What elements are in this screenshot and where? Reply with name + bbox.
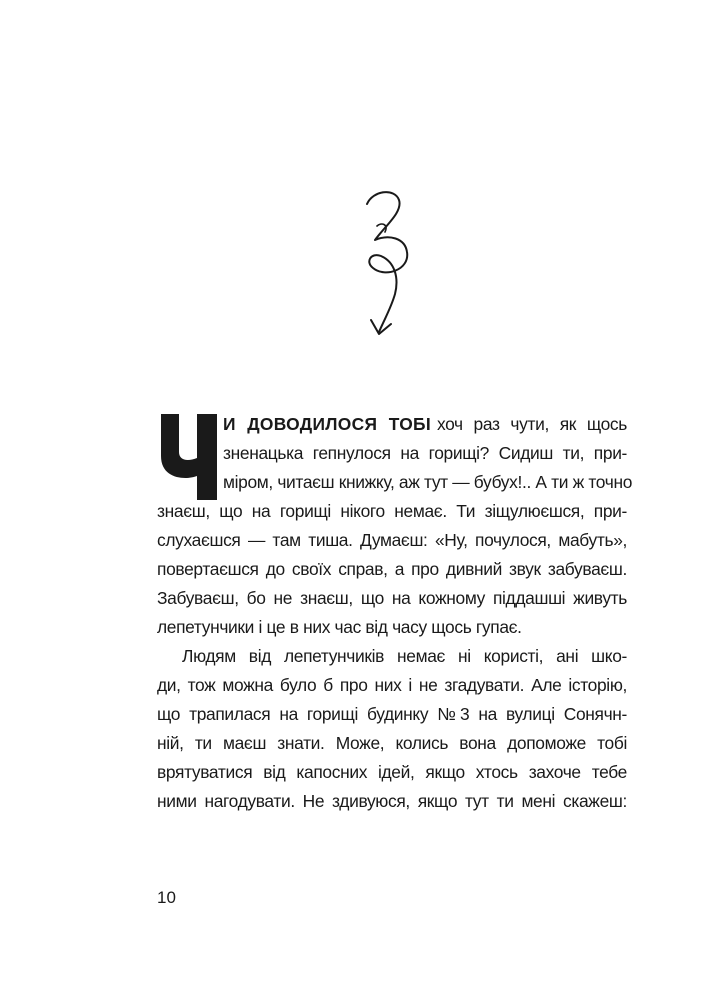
text-line: лепетунчики і це в них час від часу щось гупає.	[157, 617, 522, 637]
text-line: ній, ти маєш знати. Може, колись вона допоможе тобі	[157, 733, 627, 753]
text-line: ди, тож можна було б про них і не згадувати. Але історію,	[157, 675, 627, 695]
page-number: 10	[157, 888, 176, 907]
body-text	[157, 410, 633, 816]
handwritten-3-arrow-icon	[355, 182, 425, 342]
text-line: знаєш, що на горищі нікого немає. Ти зіщулюєшся, при-	[157, 501, 627, 521]
text-line: зненацька гепнулося на горищі? Сидиш ти, при-	[223, 443, 627, 463]
dropcap-letter	[157, 408, 223, 504]
paragraph-1	[157, 410, 633, 497]
text-line: Забуваєш, бо не знаєш, що на кожному піддашші живуть	[157, 588, 627, 608]
text-line: що трапилася на горищі будинку №3 на вулиці Сонячн-	[157, 704, 627, 724]
paragraph-1-cont	[157, 497, 627, 642]
text-line: слухаєшся — там тиша. Думаєш: «Ну, почулося, мабуть»,	[157, 530, 627, 550]
text-line: Людям від лепетунчиків немає ні користі, ані шко-	[182, 646, 627, 666]
text-line: И ДОВОДИЛОСЯ ТОБІ хоч раз чути, як щось	[223, 414, 627, 434]
text-line: повертаєшся до своїх справ, а про дивний звук забуваєш.	[157, 559, 627, 579]
text-line: міром, читаєш книжку, аж тут — бубух!.. А ти ж точно	[223, 472, 633, 492]
lead-in: И ДОВОДИЛОСЯ ТОБІ	[223, 414, 431, 434]
text-line: врятуватися від капосних ідей, якщо хтось захоче тебе	[157, 762, 627, 782]
paragraph-2	[157, 642, 627, 816]
text-line: ними нагодувати. Не здивуюся, якщо тут ти мені скажеш:	[157, 791, 627, 811]
